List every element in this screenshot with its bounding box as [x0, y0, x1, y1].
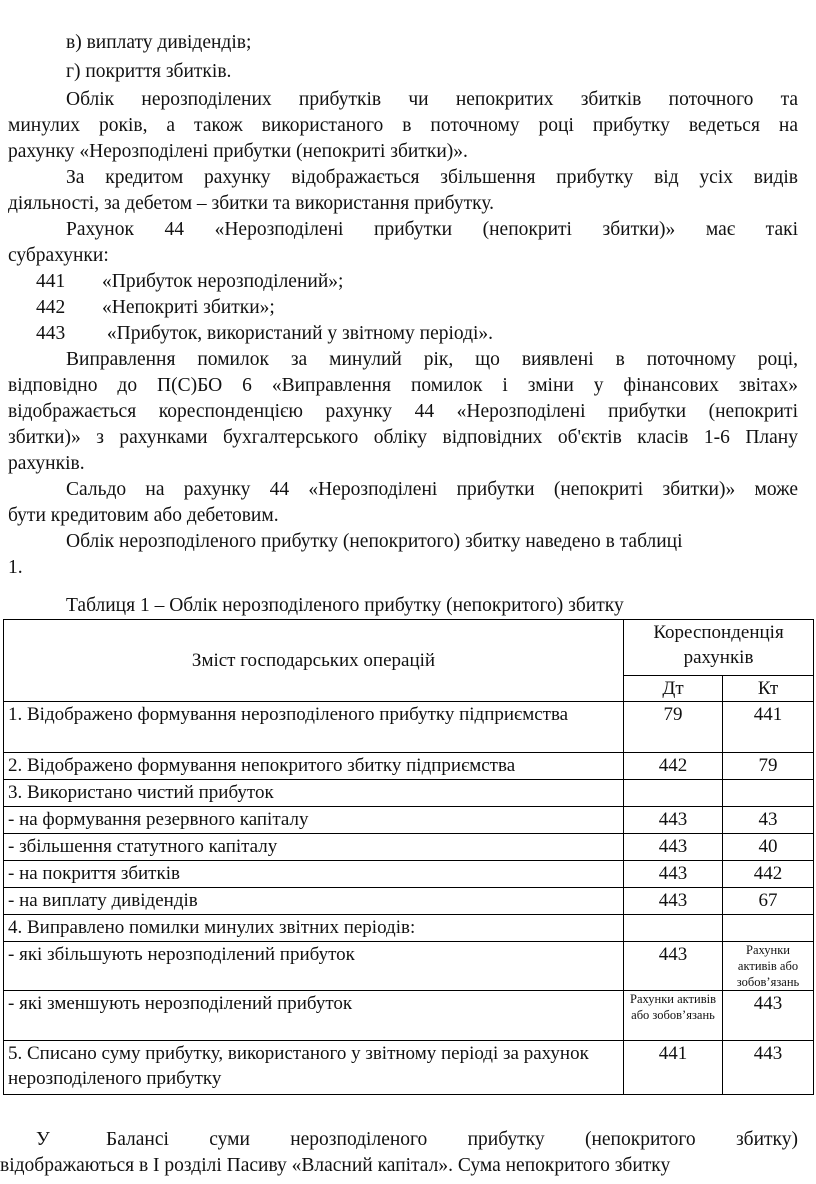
- row-content: 5. Списано суму прибутку, використаного у звітному періоді за рахунок нерозподіленого прибутку: [4, 1041, 624, 1095]
- row-kt: 43: [723, 807, 814, 834]
- row-dt: 79: [624, 702, 723, 753]
- subaccount-code: 442: [36, 297, 66, 318]
- row-content: - на покриття збитків: [4, 861, 624, 888]
- row-kt: [723, 915, 814, 942]
- row-dt: [624, 915, 723, 942]
- row-dt: 443: [624, 834, 723, 861]
- subaccount-code: 443: [36, 323, 66, 344]
- list-item-g: г) покриття збитків.: [66, 61, 232, 82]
- row-content: - які збільшують нерозподілений прибуток: [4, 942, 624, 991]
- paragraph-line: збитки)» з рахунками бухгалтерського обліку відповідних об'єктів класів 1-6 Плану: [8, 427, 798, 448]
- row-dt: 441: [624, 1041, 723, 1095]
- header-dt: Дт: [624, 676, 723, 702]
- subaccount-code: 441: [36, 271, 66, 292]
- paragraph-line: Сальдо на рахунку 44 «Нерозподілені прибутки (непокриті збитки)» може: [66, 479, 798, 500]
- row-kt: 443: [723, 991, 814, 1041]
- row-dt: 443: [624, 888, 723, 915]
- subaccount-item: [36, 295, 796, 322]
- paragraph-first-word: У: [36, 1129, 50, 1150]
- row-kt: 442: [723, 861, 814, 888]
- paragraph-line: рахунків.: [8, 453, 85, 474]
- row-dt: Рахунки активів або зобов’язань: [624, 991, 723, 1041]
- paragraph-line: бути кредитовим або дебетовим.: [8, 505, 279, 526]
- row-kt: 40: [723, 834, 814, 861]
- subaccount-item: [36, 269, 796, 296]
- row-content: - на формування резервного капіталу: [4, 807, 624, 834]
- paragraph-line: відображаються в І розділі Пасиву «Власний капітал». Сума непокритого збитку: [0, 1155, 671, 1176]
- row-kt: [723, 780, 814, 807]
- row-content: - на виплату дивідендів: [4, 888, 624, 915]
- subaccount-name: «Прибуток, використаний у звітному періоді».: [102, 323, 494, 344]
- paragraph-line-rest: Балансі суми нерозподіленого прибутку (непокритого збитку): [106, 1129, 798, 1150]
- paragraph-line: За кредитом рахунку відображається збільшення прибутку від усіх видів: [66, 167, 798, 188]
- paragraph-line: 1.: [8, 557, 23, 578]
- paragraph-line: минулих років, а також використаного в поточному році прибутку ведеться на: [8, 115, 798, 136]
- paragraph-line: Облік нерозподілених прибутків чи непокритих збитків поточного та: [66, 89, 798, 110]
- header-content: Зміст господарських операцій: [4, 620, 624, 702]
- row-dt: [624, 780, 723, 807]
- row-kt: Рахунки активів або зобов’язань: [723, 942, 814, 991]
- paragraph-line: Облік нерозподіленого прибутку (непокритого) збитку наведено в таблиці: [66, 531, 683, 552]
- row-dt: 443: [624, 942, 723, 991]
- row-content: 3. Використано чистий прибуток: [4, 780, 624, 807]
- row-content: - які зменшують нерозподілений прибуток: [4, 991, 624, 1041]
- row-dt: 443: [624, 807, 723, 834]
- header-corr-line2: рахунків: [683, 647, 754, 668]
- paragraph-line: Виправлення помилок за минулий рік, що виявлені в поточному році,: [66, 349, 798, 370]
- row-content: 2. Відображено формування непокритого збитку підприємства: [4, 753, 624, 780]
- subaccount-name: «Прибуток нерозподілений»;: [102, 271, 344, 292]
- row-kt: 443: [723, 1041, 814, 1095]
- list-item-v: в) виплату дивідендів;: [66, 32, 252, 53]
- paragraph-line: відповідно до П(С)БО 6 «Виправлення помилок і зміни у фінансових звітах»: [8, 375, 798, 396]
- header-correspondence: [624, 620, 814, 676]
- table-caption: Таблиця 1 – Облік нерозподіленого прибутку (непокритого) збитку: [66, 595, 624, 616]
- row-content: 4. Виправлено помилки минулих звітних періодів:: [4, 915, 624, 942]
- row-dt: 442: [624, 753, 723, 780]
- paragraph-line: діяльності, за дебетом – збитки та використання прибутку.: [8, 193, 495, 214]
- row-kt: 79: [723, 753, 814, 780]
- paragraph-line: Рахунок 44 «Нерозподілені прибутки (непокриті збитки)» має такі: [66, 219, 798, 240]
- row-content: 1. Відображено формування нерозподіленого прибутку підприємства: [4, 702, 624, 753]
- row-kt: 67: [723, 888, 814, 915]
- paragraph-line: рахунку «Нерозподілені прибутки (непокриті збитки)».: [8, 141, 468, 162]
- accounting-table: [3, 619, 814, 1095]
- row-kt: 441: [723, 702, 814, 753]
- paragraph-line: субрахунки:: [8, 245, 109, 266]
- header-corr-line1: Кореспонденція: [653, 622, 784, 643]
- row-dt: 443: [624, 861, 723, 888]
- subaccount-item: [36, 321, 796, 348]
- subaccount-name: «Непокриті збитки»;: [102, 297, 275, 318]
- header-kt: Кт: [723, 676, 814, 702]
- paragraph-line: відображається кореспонденцією рахунку 44 «Нерозподілені прибутки (непокриті: [8, 401, 798, 422]
- row-content: - збільшення статутного капіталу: [4, 834, 624, 861]
